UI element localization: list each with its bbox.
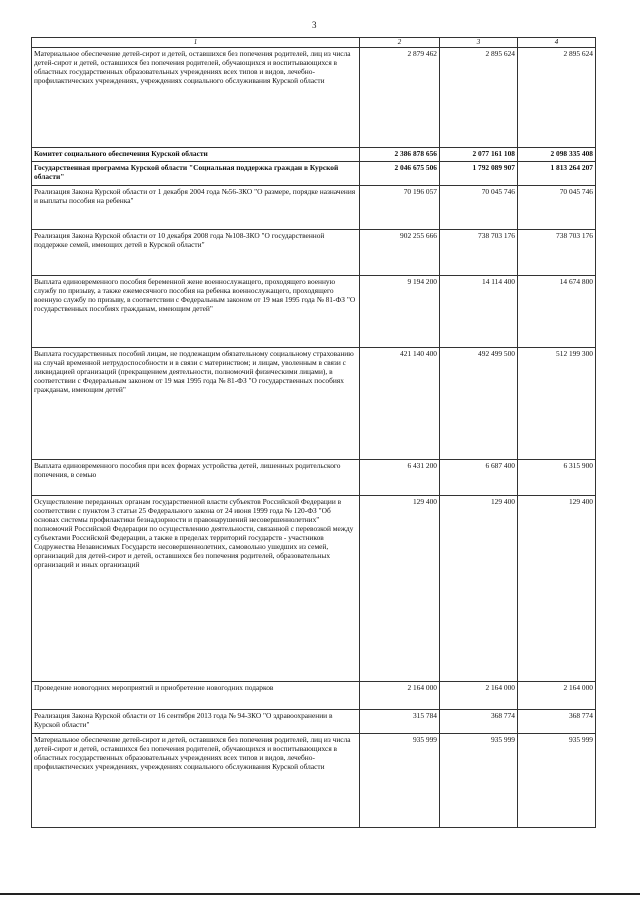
row-description: Проведение новогодних мероприятий и приобретение новогодних подарков	[32, 681, 360, 709]
row-value-2: 6 431 200	[360, 459, 440, 495]
row-value-3: 368 774	[440, 709, 518, 733]
row-value-3: 129 400	[440, 495, 518, 681]
budget-table	[31, 37, 596, 828]
row-value-2: 70 196 057	[360, 185, 440, 229]
row-value-4: 2 164 000	[518, 681, 596, 709]
row-value-3: 2 895 624	[440, 47, 518, 147]
row-description: Реализация Закона Курской области от 1 декабря 2004 года №56-ЗКО "О размере, порядке назначения и выплаты пособия на ребенка"	[32, 185, 360, 229]
table-row	[32, 161, 596, 185]
row-description: Реализация Закона Курской области от 16 сентября 2013 года № 94-ЗКО "О здравоохранении в Курской области"	[32, 709, 360, 733]
row-value-3: 492 499 500	[440, 347, 518, 459]
row-value-3: 70 045 746	[440, 185, 518, 229]
table-row	[32, 275, 596, 347]
row-value-3: 2 077 161 108	[440, 147, 518, 161]
row-description: Материальное обеспечение детей-сирот и детей, оставшихся без попечения родителей, лиц из числа детей-сирот и детей, оставшихся без попечения родителей, обучающихся и воспитывающихся в областных государственных образовательных учреждениях всех типов и видов, лечебно-профилактических учреждениях, учреждениях социального обслуживания Курской области	[32, 733, 360, 827]
table-row	[32, 185, 596, 229]
column-number: 4	[518, 38, 596, 48]
row-description: Реализация Закона Курской области от 10 декабря 2008 года №108-ЗКО "О государственной поддержке семей, имеющих детей в Курской области"	[32, 229, 360, 275]
column-number: 3	[440, 38, 518, 48]
table-row	[32, 495, 596, 681]
column-number: 2	[360, 38, 440, 48]
budget-table-body	[32, 38, 596, 828]
row-value-3: 935 999	[440, 733, 518, 827]
table-row	[32, 229, 596, 275]
row-description: Комитет социального обеспечения Курской области	[32, 147, 360, 161]
row-description: Выплата единовременного пособия беременной жене военнослужащего, проходящего военную службу по призыву, а также ежемесячного пособия на ребенка военнослужащего, проходящего военную службу по призыву, в соответствии с Федеральным законом от 19 мая 1995 года № 81-ФЗ "О государственных пособиях гражданам, имеющим детей"	[32, 275, 360, 347]
column-number-row	[32, 38, 596, 48]
table-row	[32, 47, 596, 147]
row-value-3: 738 703 176	[440, 229, 518, 275]
row-value-3: 6 687 400	[440, 459, 518, 495]
table-row	[32, 459, 596, 495]
row-value-3: 1 792 089 907	[440, 161, 518, 185]
row-description: Материальное обеспечение детей-сирот и детей, оставшихся без попечения родителей, лиц из числа детей-сирот и детей, оставшихся без попечения родителей, обучающихся и воспитывающихся в областных государственных образовательных учреждениях всех типов и видов, лечебно-профилактических учреждениях, учреждениях социального обслуживания Курской области	[32, 47, 360, 147]
row-value-4: 2 895 624	[518, 47, 596, 147]
row-value-2: 2 164 000	[360, 681, 440, 709]
table-row	[32, 733, 596, 827]
row-value-4: 512 199 300	[518, 347, 596, 459]
row-value-2: 935 999	[360, 733, 440, 827]
row-value-2: 129 400	[360, 495, 440, 681]
row-value-4: 6 315 900	[518, 459, 596, 495]
row-description: Государственная программа Курской области "Социальная поддержка граждан в Курской области"	[32, 161, 360, 185]
row-description: Выплата государственных пособий лицам, не подлежащим обязательному социальному страхованию на случай временной нетрудоспособности и в связи с материнством; и лицам, уволенным в связи с ликвидацией организаций (прекращением деятельности, полномочий физическими лицами), в соответствии с Федеральным законом от 19 мая 1995 года № 81-ФЗ "О государственных пособиях гражданам, имеющим детей"	[32, 347, 360, 459]
row-value-2: 2 386 878 656	[360, 147, 440, 161]
row-description: Выплата единовременного пособия при всех формах устройства детей, лишенных родительского попечения, в семью	[32, 459, 360, 495]
row-value-4: 14 674 800	[518, 275, 596, 347]
row-value-2: 421 140 400	[360, 347, 440, 459]
row-value-3: 14 114 400	[440, 275, 518, 347]
row-value-4: 1 813 264 207	[518, 161, 596, 185]
table-row	[32, 709, 596, 733]
row-value-4: 368 774	[518, 709, 596, 733]
table-row	[32, 347, 596, 459]
page-bottom-rule	[0, 893, 640, 895]
page-number: 3	[312, 20, 317, 30]
row-value-4: 935 999	[518, 733, 596, 827]
row-value-2: 2 046 675 506	[360, 161, 440, 185]
table-row	[32, 147, 596, 161]
row-value-3: 2 164 000	[440, 681, 518, 709]
column-number: 1	[32, 38, 360, 48]
row-description: Осуществление переданных органам государственной власти субъектов Российской Федерации в соответствии с пунктом 3 статьи 25 Федерального закона от 24 июня 1999 года № 120-ФЗ "Об основах системы профилактики безнадзорности и правонарушений несовершеннолетних" полномочий Российской Федерации по осуществлению деятельности, связанной с перевозкой между субъектами Российской Федерации, а также в пределах территорий государств - участников Содружества Независимых Государств несовершеннолетних, самовольно ушедших из семей, организаций для детей-сирот и детей, оставшихся без попечения родителей, образовательных организаций и иных организаций	[32, 495, 360, 681]
row-value-2: 2 879 462	[360, 47, 440, 147]
row-value-4: 70 045 746	[518, 185, 596, 229]
table-row	[32, 681, 596, 709]
row-value-4: 129 400	[518, 495, 596, 681]
row-value-2: 9 194 200	[360, 275, 440, 347]
row-value-2: 902 255 666	[360, 229, 440, 275]
row-value-4: 738 703 176	[518, 229, 596, 275]
row-value-4: 2 098 335 408	[518, 147, 596, 161]
row-value-2: 315 784	[360, 709, 440, 733]
